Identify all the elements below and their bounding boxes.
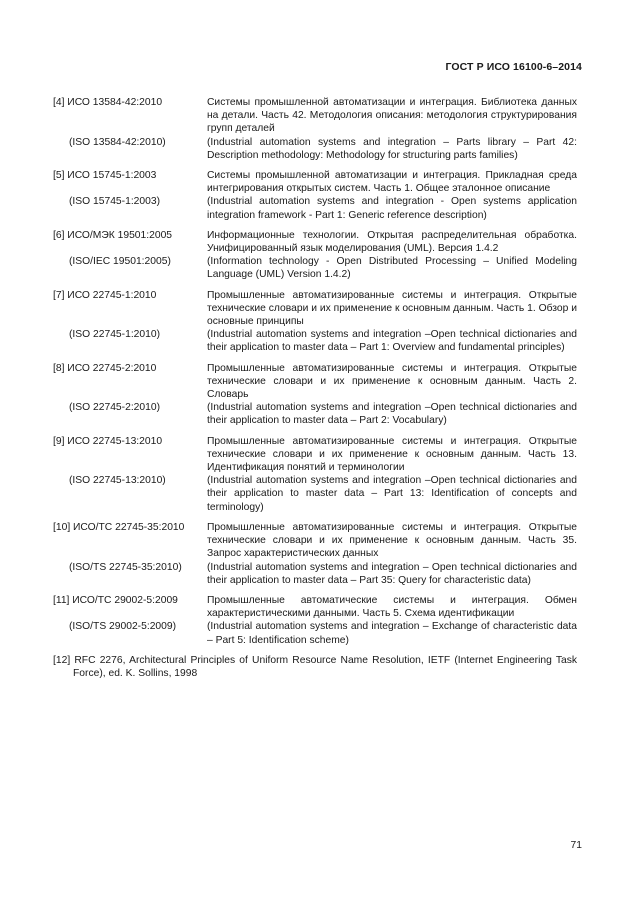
- reference-item: [53, 169, 577, 222]
- reference-code: [9] ИСО 22745-13:2010: [53, 435, 163, 447]
- reference-code-en: (ISO/TS 22745-35:2010): [69, 561, 182, 573]
- page-number: 71: [570, 840, 582, 851]
- reference-code: [5] ИСО 15745-1:2003: [53, 170, 157, 182]
- reference-title: Промышленные автоматические системы и интеграция. Обмен характеристическими данными. Часть 5. Схема идентификации: [207, 594, 577, 620]
- reference-title: Системы промышленной автоматизации и интеграция. Прикладная среда интегрирования открытых систем. Часть 1. Общее эталонное описание: [207, 170, 577, 195]
- reference-title-en: (Industrial automation systems and integration - Open systems application integration framework - Part 1: Generic reference description): [207, 196, 577, 221]
- reference-title: Промышленные автоматизированные системы и интеграция. Открытые технические словари и их применение к основным данным. Часть 1. Обзор и основные принципы: [207, 289, 577, 328]
- reference-code-en: (ISO 15745-1:2003): [69, 196, 161, 208]
- reference-title: Информационные технологии. Открытая распределительная обработка. Унифицированный язык моделирования (UML). Версия 1.4.2: [207, 229, 577, 255]
- reference-code-en: (ISO/TS 29002-5:2009): [69, 621, 177, 633]
- reference-code: [4] ИСО 13584-42:2010: [53, 97, 163, 108]
- reference-item: [53, 289, 577, 355]
- reference-code-en: (ISO 22745-1:2010): [69, 329, 161, 341]
- reference-title-en: (Industrial automation systems and integration – Parts library – Part 42: Description methodology: Methodology for structuring parts families): [207, 136, 577, 161]
- bibliography-list: [53, 96, 577, 680]
- reference-code-en: (ISO 22745-2:2010): [69, 402, 161, 414]
- reference-title-en: (Information technology - Open Distributed Processing – Unified Modeling Language (UML) Version 1.4.2): [207, 256, 577, 281]
- reference-code: [8] ИСО 22745-2:2010: [53, 362, 157, 374]
- reference-code: [11] ИСО/ТС 29002-5:2009: [53, 594, 178, 606]
- reference-title: Промышленные автоматизированные системы и интеграция. Открытые технические словари и их применение к основным данным. Часть 35. Запрос характеристических данных: [207, 521, 577, 560]
- reference-item: [53, 362, 577, 428]
- reference-code-en: (ISO 22745-13:2010): [69, 475, 166, 487]
- reference-title-en: (Industrial automation systems and integration – Exchange of characteristic data – Part 5: Identification scheme): [207, 621, 577, 646]
- reference-title: Промышленные автоматизированные системы и интеграция. Открытые технические словари и их применение к основным данным. Часть 13. Идентификация понятий и терминологии: [207, 435, 577, 474]
- reference-title: Промышленные автоматизированные системы и интеграция. Открытые технические словари и их применение к основным данным. Часть 2. Словарь: [207, 362, 577, 401]
- reference-item: [53, 229, 577, 282]
- reference-code: [6] ИСО/МЭК 19501:2005: [53, 229, 173, 241]
- reference-code: [10] ИСО/ТС 22745-35:2010: [53, 521, 185, 533]
- reference-item-rfc: [12] RFC 2276, Architectural Principles of Uniform Resource Name Resolution, IETF (Internet Engineering Task Force), ed. K. Sollins, 1998: [53, 654, 577, 679]
- reference-title: Системы промышленной автоматизации и интеграция. Библиотека данных на детали. Часть 42. Методология описания: методология структурирования групп деталей: [207, 97, 577, 135]
- reference-title-en: (Industrial automation systems and integration –Open technical dictionaries and their application to master data – Part 13: Identification of concepts and terminology): [207, 475, 577, 513]
- reference-item: [53, 521, 577, 587]
- reference-item: [53, 96, 577, 162]
- reference-title-en: (Industrial automation systems and integration –Open technical dictionaries and their application to master data – Part 1: Overview and fundamental principles): [207, 329, 577, 354]
- reference-title-en: (Industrial automation systems and integration – Open technical dictionaries and their application to master data – Part 35: Query for characteristic data): [207, 561, 577, 586]
- page-header-standard: ГОСТ Р ИСО 16100-6–2014: [445, 61, 582, 73]
- reference-item: [53, 594, 577, 647]
- reference-code-en: (ISO/IEC 19501:2005): [69, 256, 171, 268]
- reference-code: [7] ИСО 22745-1:2010: [53, 289, 157, 301]
- reference-code-en: (ISO 13584-42:2010): [69, 136, 166, 148]
- reference-title-en: (Industrial automation systems and integration –Open technical dictionaries and their application to master data – Part 2: Vocabulary): [207, 402, 577, 427]
- reference-item: [53, 435, 577, 514]
